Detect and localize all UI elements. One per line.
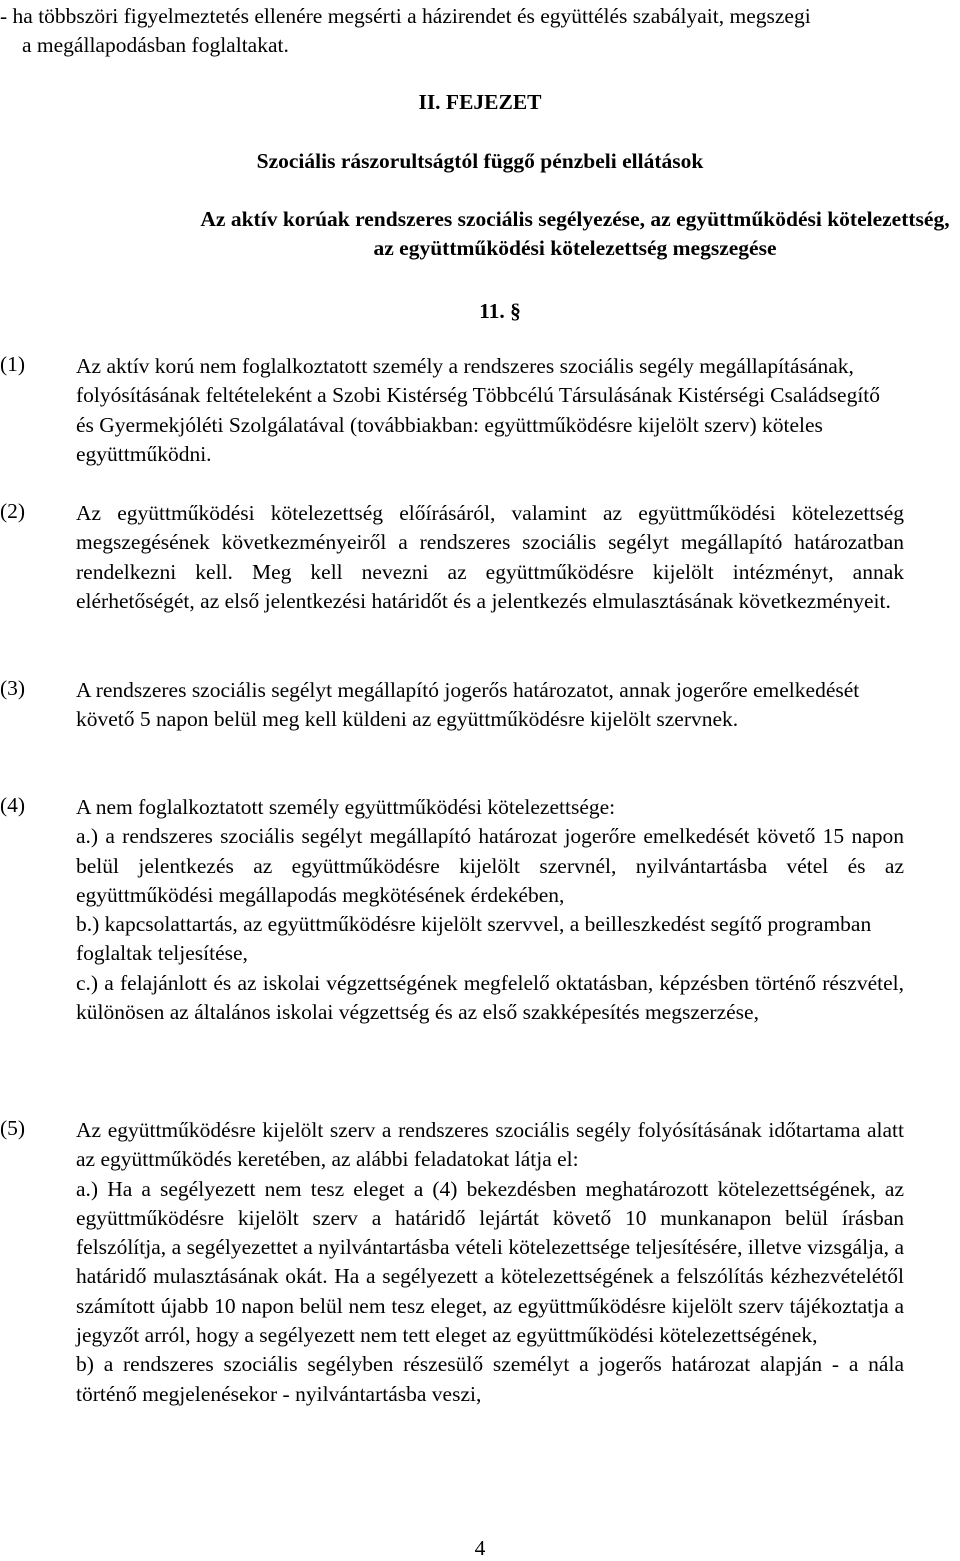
paragraph-number: (5) bbox=[0, 1116, 26, 1140]
paragraph-text: Az aktív korú nem foglalkoztatott személy a rendszeres szociális segély megállapításának, folyósításának feltételeként a Szobi Kistérség Többcélú Társulásának Kistérségi Családsegítő és Gyermekjóléti Szolgálatával (továbbiakban: együttműködésre kijelölt szerv) köteles együttműködni. bbox=[76, 354, 881, 466]
paragraph-body bbox=[76, 1116, 904, 1409]
chapter-title: Szociális rászorultságtól függő pénzbeli ellátások bbox=[256, 149, 704, 173]
item-b: b.) kapcsolattartás, az együttműködésre kijelölt szervvel, a beilleszkedést segítő programban foglaltak teljesítése, bbox=[76, 912, 872, 966]
item-a: a.) a rendszeres szociális segélyt megállapító határozat jogerőre emelkedését követő 15 napon belül jelentkezés az együttműködésre kijelölt szervnél, nyilvántartásba vétel és az együttműködési megállapodás megkötésének érdekében, bbox=[76, 824, 904, 907]
page-number: 4 bbox=[474, 1536, 486, 1560]
paragraph-number: (1) bbox=[0, 352, 26, 376]
paragraph-number: (4) bbox=[0, 793, 26, 817]
paragraph-intro: Az együttműködésre kijelölt szerv a rendszeres szociális segély folyósításának időtartama alatt az együttműködés keretében, az alábbi feladatokat látja el: bbox=[76, 1118, 904, 1172]
paragraph-text: Az együttműködési kötelezettség előírásáról, valamint az együttműködési kötelezettség megszegésének következményeiről a rendszeres szociális segélyt megállapító határozatban rendelkezni kell. Meg kell nevezni az együttműködésre kijelölt intézményt, annak elérhetőségét, az első jelentkezési határidőt és a jelentkezés elmulasztásának következményeit. bbox=[76, 501, 904, 613]
intro-line-2: a megállapodásban foglaltakat. bbox=[22, 33, 289, 57]
item-b: b) a rendszeres szociális segélyben részesülő személyt a jogerős határozat alapján - a nála történő megjelenésekor - nyilvántartásba veszi, bbox=[76, 1352, 904, 1406]
chapter-number: II. FEJEZET bbox=[418, 90, 542, 114]
paragraph-number: (2) bbox=[0, 499, 26, 523]
item-a: a.) Ha a segélyezett nem tesz eleget a (4) bekezdésben meghatározott kötelezettségének, az együttműködésre kijelölt szerv a határidő lejártát követő 10 munkanapon belül írásban felszólítja, a segélyezettet a nyilvántartásba vételi kötelezettsége teljesítésére, illetve vizsgálja, a határidő mulasztásának okát. Ha a segélyezett a kötelezettségének a felszólítás kézhezvételétől számított újabb 10 napon belül nem tesz eleget, az együttműködésre kijelölt szerv tájékoztatja a jegyzőt arról, hogy a segélyezett nem tett eleget az együttműködési kötelezettségének, bbox=[76, 1176, 904, 1348]
paragraph-text: A rendszeres szociális segélyt megállapító jogerős határozatot, annak jogerőre emelkedését követő 5 napon belül meg kell küldeni az együttműködésre kijelölt szervnek. bbox=[76, 678, 860, 732]
item-c: c.) a felajánlott és az iskolai végzettségének megfelelő oktatásban, képzésben történő részvétel, különösen az általános iskolai végzettség és az első szakképesítés megszerzése, bbox=[76, 970, 904, 1025]
paragraph-body bbox=[76, 793, 904, 1027]
chapter-subtitle bbox=[190, 205, 960, 263]
intro-line-1: - ha többszöri figyelmeztetés ellenére megsérti a házirendet és együttélés szabályait, megszegi bbox=[0, 4, 811, 28]
paragraph-intro: A nem foglalkoztatott személy együttműködési kötelezettsége: bbox=[76, 795, 616, 819]
paragraph-number: (3) bbox=[0, 676, 26, 700]
chapter-subtitle-text: Az aktív korúak rendszeres szociális segélyezése, az együttműködési kötelezettség, az együttműködési kötelezettség megszegése bbox=[200, 207, 950, 260]
section-number: 11. § bbox=[479, 299, 521, 323]
intro-block bbox=[0, 2, 956, 60]
